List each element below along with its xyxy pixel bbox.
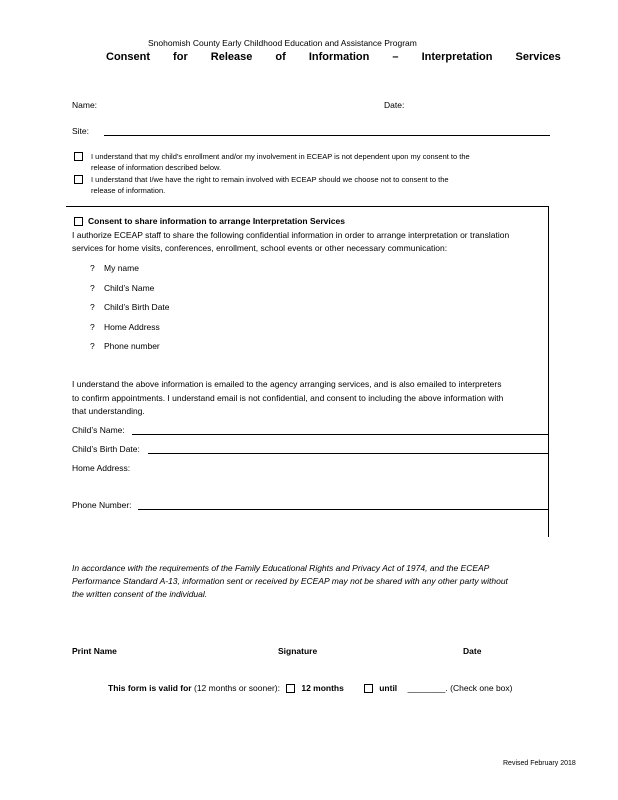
- until-date-blank[interactable]: ________.: [407, 683, 448, 693]
- enrollment-consent-checkbox[interactable]: [74, 151, 89, 161]
- involvement-consent-checkbox[interactable]: [74, 174, 89, 184]
- date-signature-label: Date: [463, 646, 482, 656]
- print-name-label: Print Name: [72, 646, 117, 656]
- name-label: Name:: [72, 100, 98, 110]
- email-paragraph-line3: that understanding.: [72, 406, 145, 416]
- form-title: Consent for Release of Information – Interpretation Services: [106, 51, 561, 63]
- involvement-statement-line2: release of information.: [91, 186, 166, 195]
- revised-date: Revised February 2018: [503, 760, 576, 767]
- email-paragraph-line1: I understand the above information is emailed to the agency arranging services, and is also emailed to interpreters: [72, 379, 502, 389]
- validity-prefix: This form is valid for: [108, 683, 192, 693]
- header-program-line: Snohomish County Early Childhood Education and Assistance Program: [148, 38, 417, 48]
- involvement-statement-line1: I understand that I/we have the right to remain involved with ECEAP should we choose not to consent to the: [91, 175, 449, 184]
- child-name-label: Child’s Name:: [72, 425, 125, 435]
- ferpa-line1: In accordance with the requirements of the Family Educational Rights and Privacy Act of 1974, and the ECEAP: [72, 563, 490, 573]
- twelve-months-label: 12 months: [301, 683, 344, 693]
- twelve-months-checkbox[interactable]: [286, 684, 295, 693]
- bullet-icon: ?: [90, 302, 95, 312]
- site-field-line[interactable]: [104, 135, 550, 136]
- list-item: ? My name: [90, 263, 139, 273]
- consent-section: [66, 206, 549, 537]
- child-birth-date-label: Child’s Birth Date:: [72, 444, 140, 454]
- until-label: until: [379, 683, 398, 693]
- bullet-icon: ?: [90, 341, 95, 351]
- date-label: Date:: [384, 100, 405, 110]
- authorize-paragraph-line2: services for home visits, conferences, enrollment, school events or other necessary communication:: [72, 243, 448, 253]
- ferpa-line3: the written consent of the individual.: [72, 589, 208, 599]
- bullet-icon: ?: [90, 283, 95, 293]
- enrollment-statement-line2: release of information described below.: [91, 163, 222, 172]
- signature-label: Signature: [278, 646, 318, 656]
- check-one-box-note: (Check one box): [450, 683, 513, 693]
- list-item: ? Phone number: [90, 341, 160, 351]
- list-item: ? Child’s Birth Date: [90, 302, 170, 312]
- email-paragraph-line2: to confirm appointments. I understand email is not confidential, and consent to including the above information with: [72, 393, 504, 403]
- consent-section-title: Consent to share information to arrange Interpretation Services: [88, 216, 345, 226]
- bullet-icon: ?: [90, 322, 95, 332]
- validity-line: [108, 683, 513, 693]
- ferpa-line2: Performance Standard A-13, information sent or received by ECEAP may not be shared with any other party without: [72, 576, 508, 586]
- list-item: ? Home Address: [90, 322, 160, 332]
- interpretation-consent-checkbox[interactable]: [74, 216, 89, 226]
- bullet-icon: ?: [90, 263, 95, 273]
- phone-number-label: Phone Number:: [72, 500, 132, 510]
- home-address-label: Home Address:: [72, 463, 131, 473]
- child-birth-date-field-line[interactable]: [148, 453, 548, 454]
- list-item: ? Child’s Name: [90, 283, 155, 293]
- phone-number-field-line[interactable]: [138, 509, 548, 510]
- child-name-field-line[interactable]: [132, 434, 548, 435]
- site-label: Site:: [72, 126, 90, 136]
- until-checkbox[interactable]: [364, 684, 373, 693]
- validity-note: (12 months or sooner):: [193, 683, 280, 693]
- authorize-paragraph-line1: I authorize ECEAP staff to share the following confidential information in order to arrange interpretation or translation: [72, 230, 510, 240]
- enrollment-statement-line1: I understand that my child’s enrollment and/or my involvement in ECEAP is not dependent upon my consent to the: [91, 152, 470, 161]
